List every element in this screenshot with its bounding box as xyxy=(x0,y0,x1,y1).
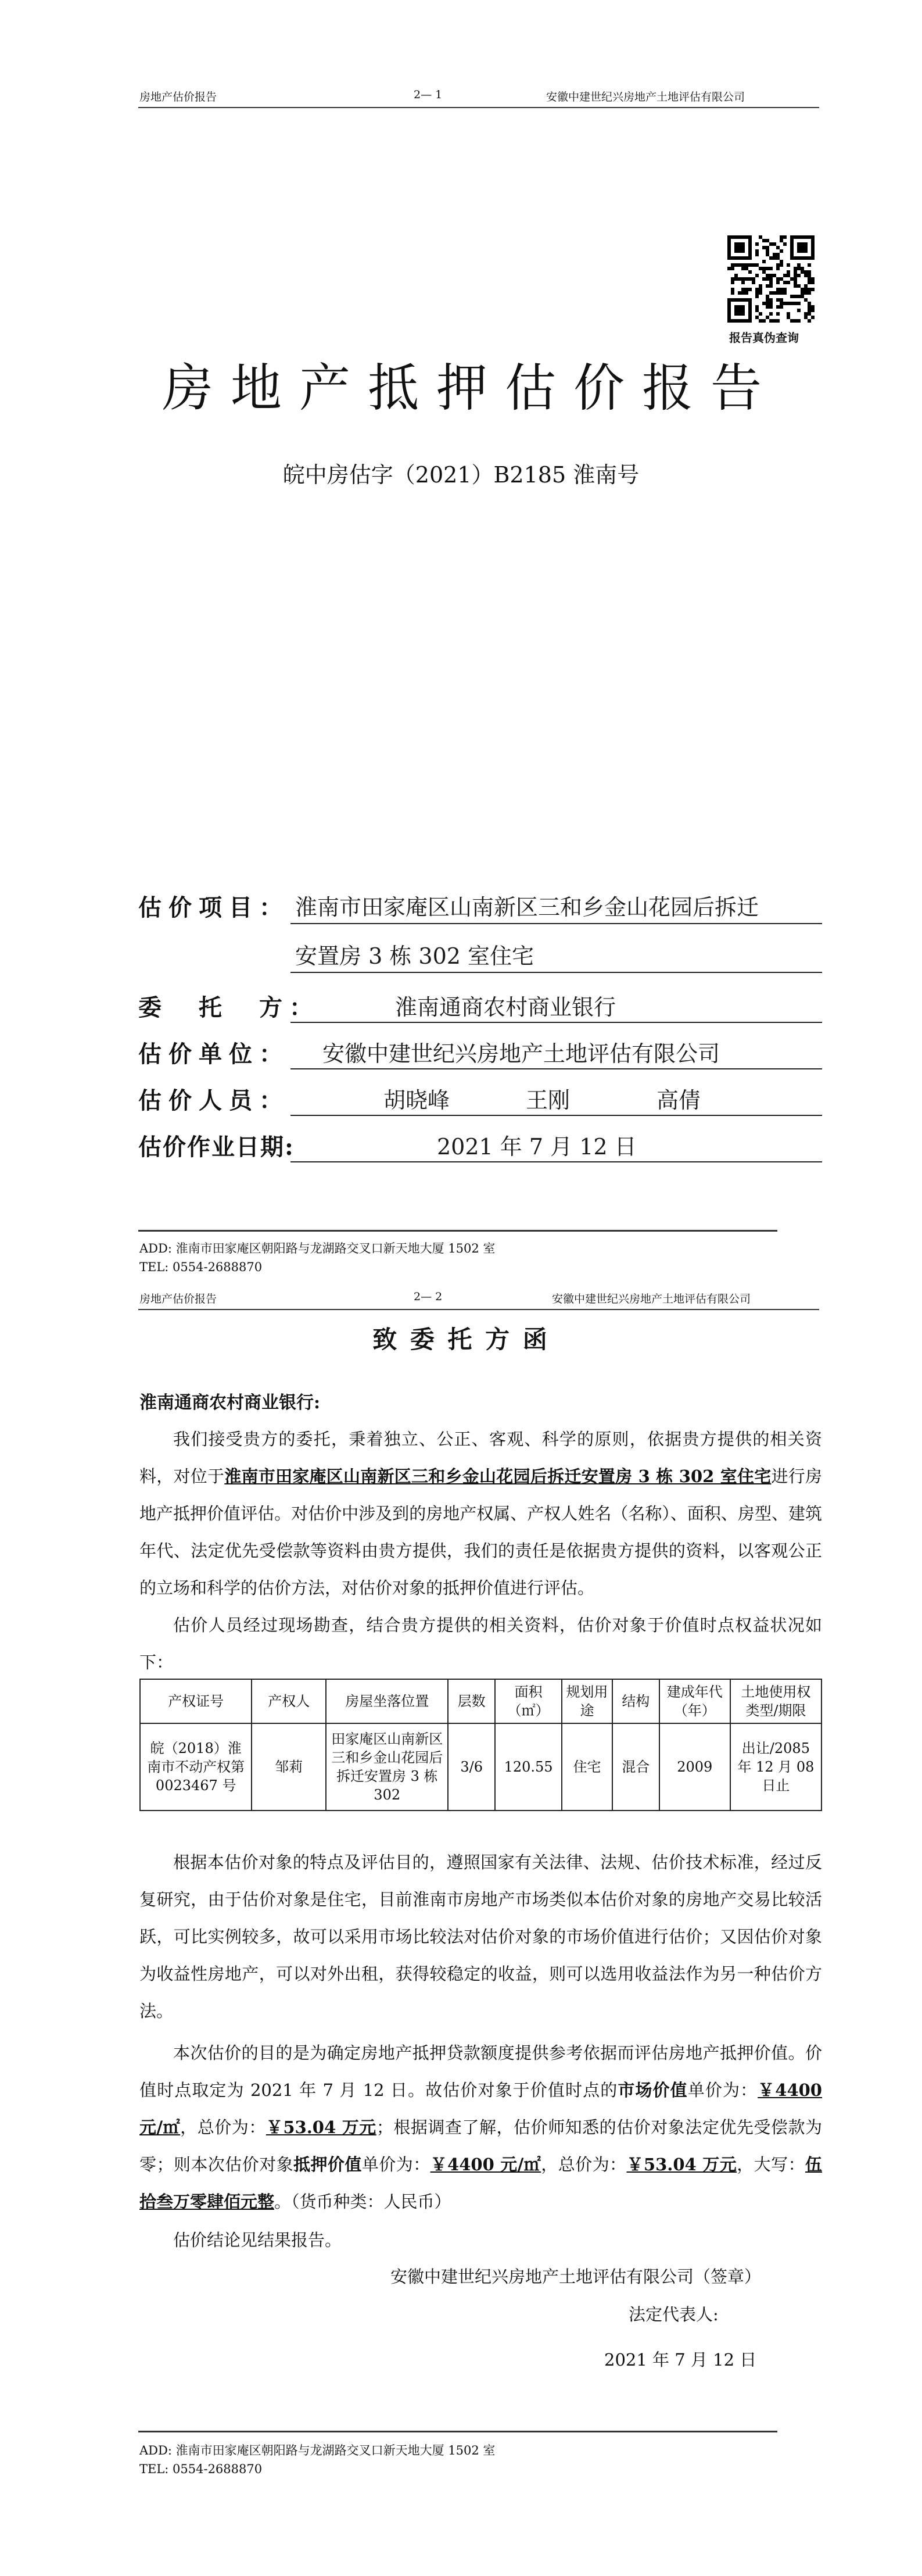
paragraph-1-body: 进行房地产抵押价值评估。对估价中涉及到的房地产权属、产权人姓名（名称）、面积、房型、建筑年代、法定优先受偿款等资料由贵方提供，我们的责任是依据贵方提供的资料，以客观公正的立场和科学的估价方法，对估价对象的抵押价值进行评估。 xyxy=(139,1466,822,1598)
paragraph-1-intro: 我们接受贵方的委托，秉着独立、公正、客观、科学的原则，依据贵方提供的相关资料，对位于 xyxy=(139,1429,822,1486)
table-cell: 120.55 xyxy=(495,1723,562,1811)
paragraph-4-intro: 本次估价的目的是为确定房地产抵押贷款额度提供参考依据而评估房地产抵押价值。价值时点取定为 2021 年 7 月 12 日。故估价对象于价值时点的 xyxy=(139,2043,822,2100)
paragraph-2: 估价人员经过现场勘查，结合贵方提供的相关资料，估价对象于价值时点权益状况如下： xyxy=(139,1615,822,1672)
page2-header-page-number: 2— 2 xyxy=(414,1290,443,1303)
paragraph-4-text: 单价为： xyxy=(687,2080,758,2100)
property-address: 淮南市田家庵区山南新区三和乡金山花园后拆迁安置房 3 栋 302 室住宅 xyxy=(224,1466,772,1486)
property-table xyxy=(139,1679,822,1811)
paragraph-1 xyxy=(139,1421,822,1607)
table-header-cell: 产权人 xyxy=(252,1679,326,1723)
date-underline xyxy=(290,1161,822,1162)
table-header-cell: 面积（㎡） xyxy=(495,1679,562,1723)
table-header-cell: 土地使用权类型/期限 xyxy=(730,1679,821,1723)
capital-amount: 伍拾叁万零肆佰元整 xyxy=(139,2155,822,2212)
paragraph-5: 估价结论见结果报告。 xyxy=(173,2230,342,2250)
table-header-cell: 层数 xyxy=(448,1679,495,1723)
mortgage-value-label: 抵押价值 xyxy=(293,2155,362,2174)
table-cell: 3/6 xyxy=(448,1723,495,1811)
client-value: 淮南通商农村商业银行 xyxy=(395,994,616,1020)
project-underline-2 xyxy=(290,972,822,973)
paragraph-4-text: 。（货币种类：人民币） xyxy=(274,2192,451,2212)
table-header-cell: 房屋坐落位置 xyxy=(326,1679,448,1723)
page2-footer-tel: TEL: 0554-2688870 xyxy=(139,2462,263,2476)
project-underline-1 xyxy=(290,923,822,924)
paragraph-3: 根据本估价对象的特点及评估目的，遵照国家有关法律、法规、估价技术标准，经过反复研究，由于估价对象是住宅，目前淮南市房地产市场类似本估价对象的房地产交易比较活跃，可比实例较多，故可以采用市场比较法对估价对象的市场价值进行估价；又因估价对象为收益性房地产，可以对外出租，获得较稳定的收益，则可以选用收益法作为另一种估价方法。 xyxy=(139,1852,822,2021)
market-total-price: ￥53.04 万元 xyxy=(266,2117,376,2137)
table-header-cell: 结构 xyxy=(612,1679,659,1723)
table-cell: 邹莉 xyxy=(252,1723,326,1811)
page1-header-rule xyxy=(138,107,819,108)
paragraph-4-text: ，总价为： xyxy=(180,2117,266,2137)
paragraph-4-text: 单价为： xyxy=(361,2155,430,2174)
table-cell: 皖（2018）淮南市不动产权第 0023467 号 xyxy=(140,1723,252,1811)
staff-name-3: 高倩 xyxy=(656,1087,701,1113)
table-header-cell: 产权证号 xyxy=(140,1679,252,1723)
page1-header-right: 安徽中建世纪兴房地产土地评估有限公司 xyxy=(546,91,745,103)
qr-code[interactable] xyxy=(727,235,815,323)
org-label: 估价单位： xyxy=(138,1040,289,1068)
market-value-label: 市场价值 xyxy=(618,2080,688,2100)
page1-header-left: 房地产估价报告 xyxy=(139,91,217,103)
client-label: 委 托 方： xyxy=(138,994,320,1021)
page2-header-rule xyxy=(138,1309,819,1310)
staff-name-1: 胡晓峰 xyxy=(383,1087,450,1113)
page2-footer-address: ADD: 淮南市田家庵区朝阳路与龙湖路交叉口新天地大厦 1502 室 xyxy=(139,2443,496,2457)
table-header-cell: 建成年代（年） xyxy=(659,1679,730,1723)
paragraph-4 xyxy=(139,2034,822,2220)
staff-label: 估价人员： xyxy=(138,1087,289,1114)
table-row xyxy=(140,1723,821,1811)
client-underline xyxy=(290,1022,822,1023)
mortgage-unit-price: ￥4400 元/㎡ xyxy=(430,2155,541,2174)
report-title: 房地产抵押估价报告 xyxy=(162,358,779,418)
paragraph-4-text: ；根据调查了解，估价师知悉的估价对象法定优先受偿款为零；则本次估价对象 xyxy=(139,2117,822,2174)
project-label: 估价项目： xyxy=(138,894,289,921)
salutation: 淮南通商农村商业银行: xyxy=(139,1393,321,1413)
table-cell: 2009 xyxy=(659,1723,730,1811)
paragraph-4-text: ，大写： xyxy=(737,2155,805,2174)
org-underline xyxy=(290,1068,822,1069)
staff-underline xyxy=(290,1115,822,1116)
signature-date: 2021 年 7 月 12 日 xyxy=(604,2350,757,2370)
table-cell: 住宅 xyxy=(562,1723,612,1811)
page1-header-page-number: 2— 1 xyxy=(414,88,443,101)
letter-title: 致 委 托 方 函 xyxy=(372,1325,550,1354)
paragraph-4-text: ，总价为： xyxy=(541,2155,627,2174)
qr-caption: 报告真伪查询 xyxy=(729,331,799,345)
page1-footer-rule xyxy=(138,1230,777,1232)
page1-footer-tel: TEL: 0554-2688870 xyxy=(139,1260,263,1274)
mortgage-total-price: ￥53.04 万元 xyxy=(626,2155,737,2174)
table-cell: 田家庵区山南新区三和乡金山花园后拆迁安置房 3 栋 302 xyxy=(326,1723,448,1811)
page2-footer-rule xyxy=(138,2431,777,2432)
table-cell: 出让/2085 年 12 月 08 日止 xyxy=(730,1723,821,1811)
page1-footer-address: ADD: 淮南市田家庵区朝阳路与龙湖路交叉口新天地大厦 1502 室 xyxy=(139,1242,496,1255)
date-value: 2021 年 7 月 12 日 xyxy=(437,1134,637,1160)
page2-header-left: 房地产估价报告 xyxy=(139,1293,217,1305)
table-header-row xyxy=(140,1679,821,1723)
page2-header-right: 安徽中建世纪兴房地产土地评估有限公司 xyxy=(552,1293,751,1305)
report-number: 皖中房估字（2021）B2185 淮南号 xyxy=(282,462,640,488)
project-value-line1: 淮南市田家庵区山南新区三和乡金山花园后拆迁 xyxy=(295,895,759,920)
date-label: 估价作业日期: xyxy=(138,1133,295,1161)
staff-name-2: 王刚 xyxy=(526,1087,571,1113)
legal-representative: 法定代表人: xyxy=(629,2305,719,2324)
project-value-line2: 安置房 3 栋 302 室住宅 xyxy=(295,943,534,969)
table-header-cell: 规划用途 xyxy=(562,1679,612,1723)
market-unit-price: ￥4400 元/㎡ xyxy=(139,2080,822,2137)
table-cell: 混合 xyxy=(612,1723,659,1811)
signature-organization: 安徽中建世纪兴房地产土地评估有限公司（签章） xyxy=(390,2267,762,2287)
org-value: 安徽中建世纪兴房地产土地评估有限公司 xyxy=(322,1041,720,1067)
